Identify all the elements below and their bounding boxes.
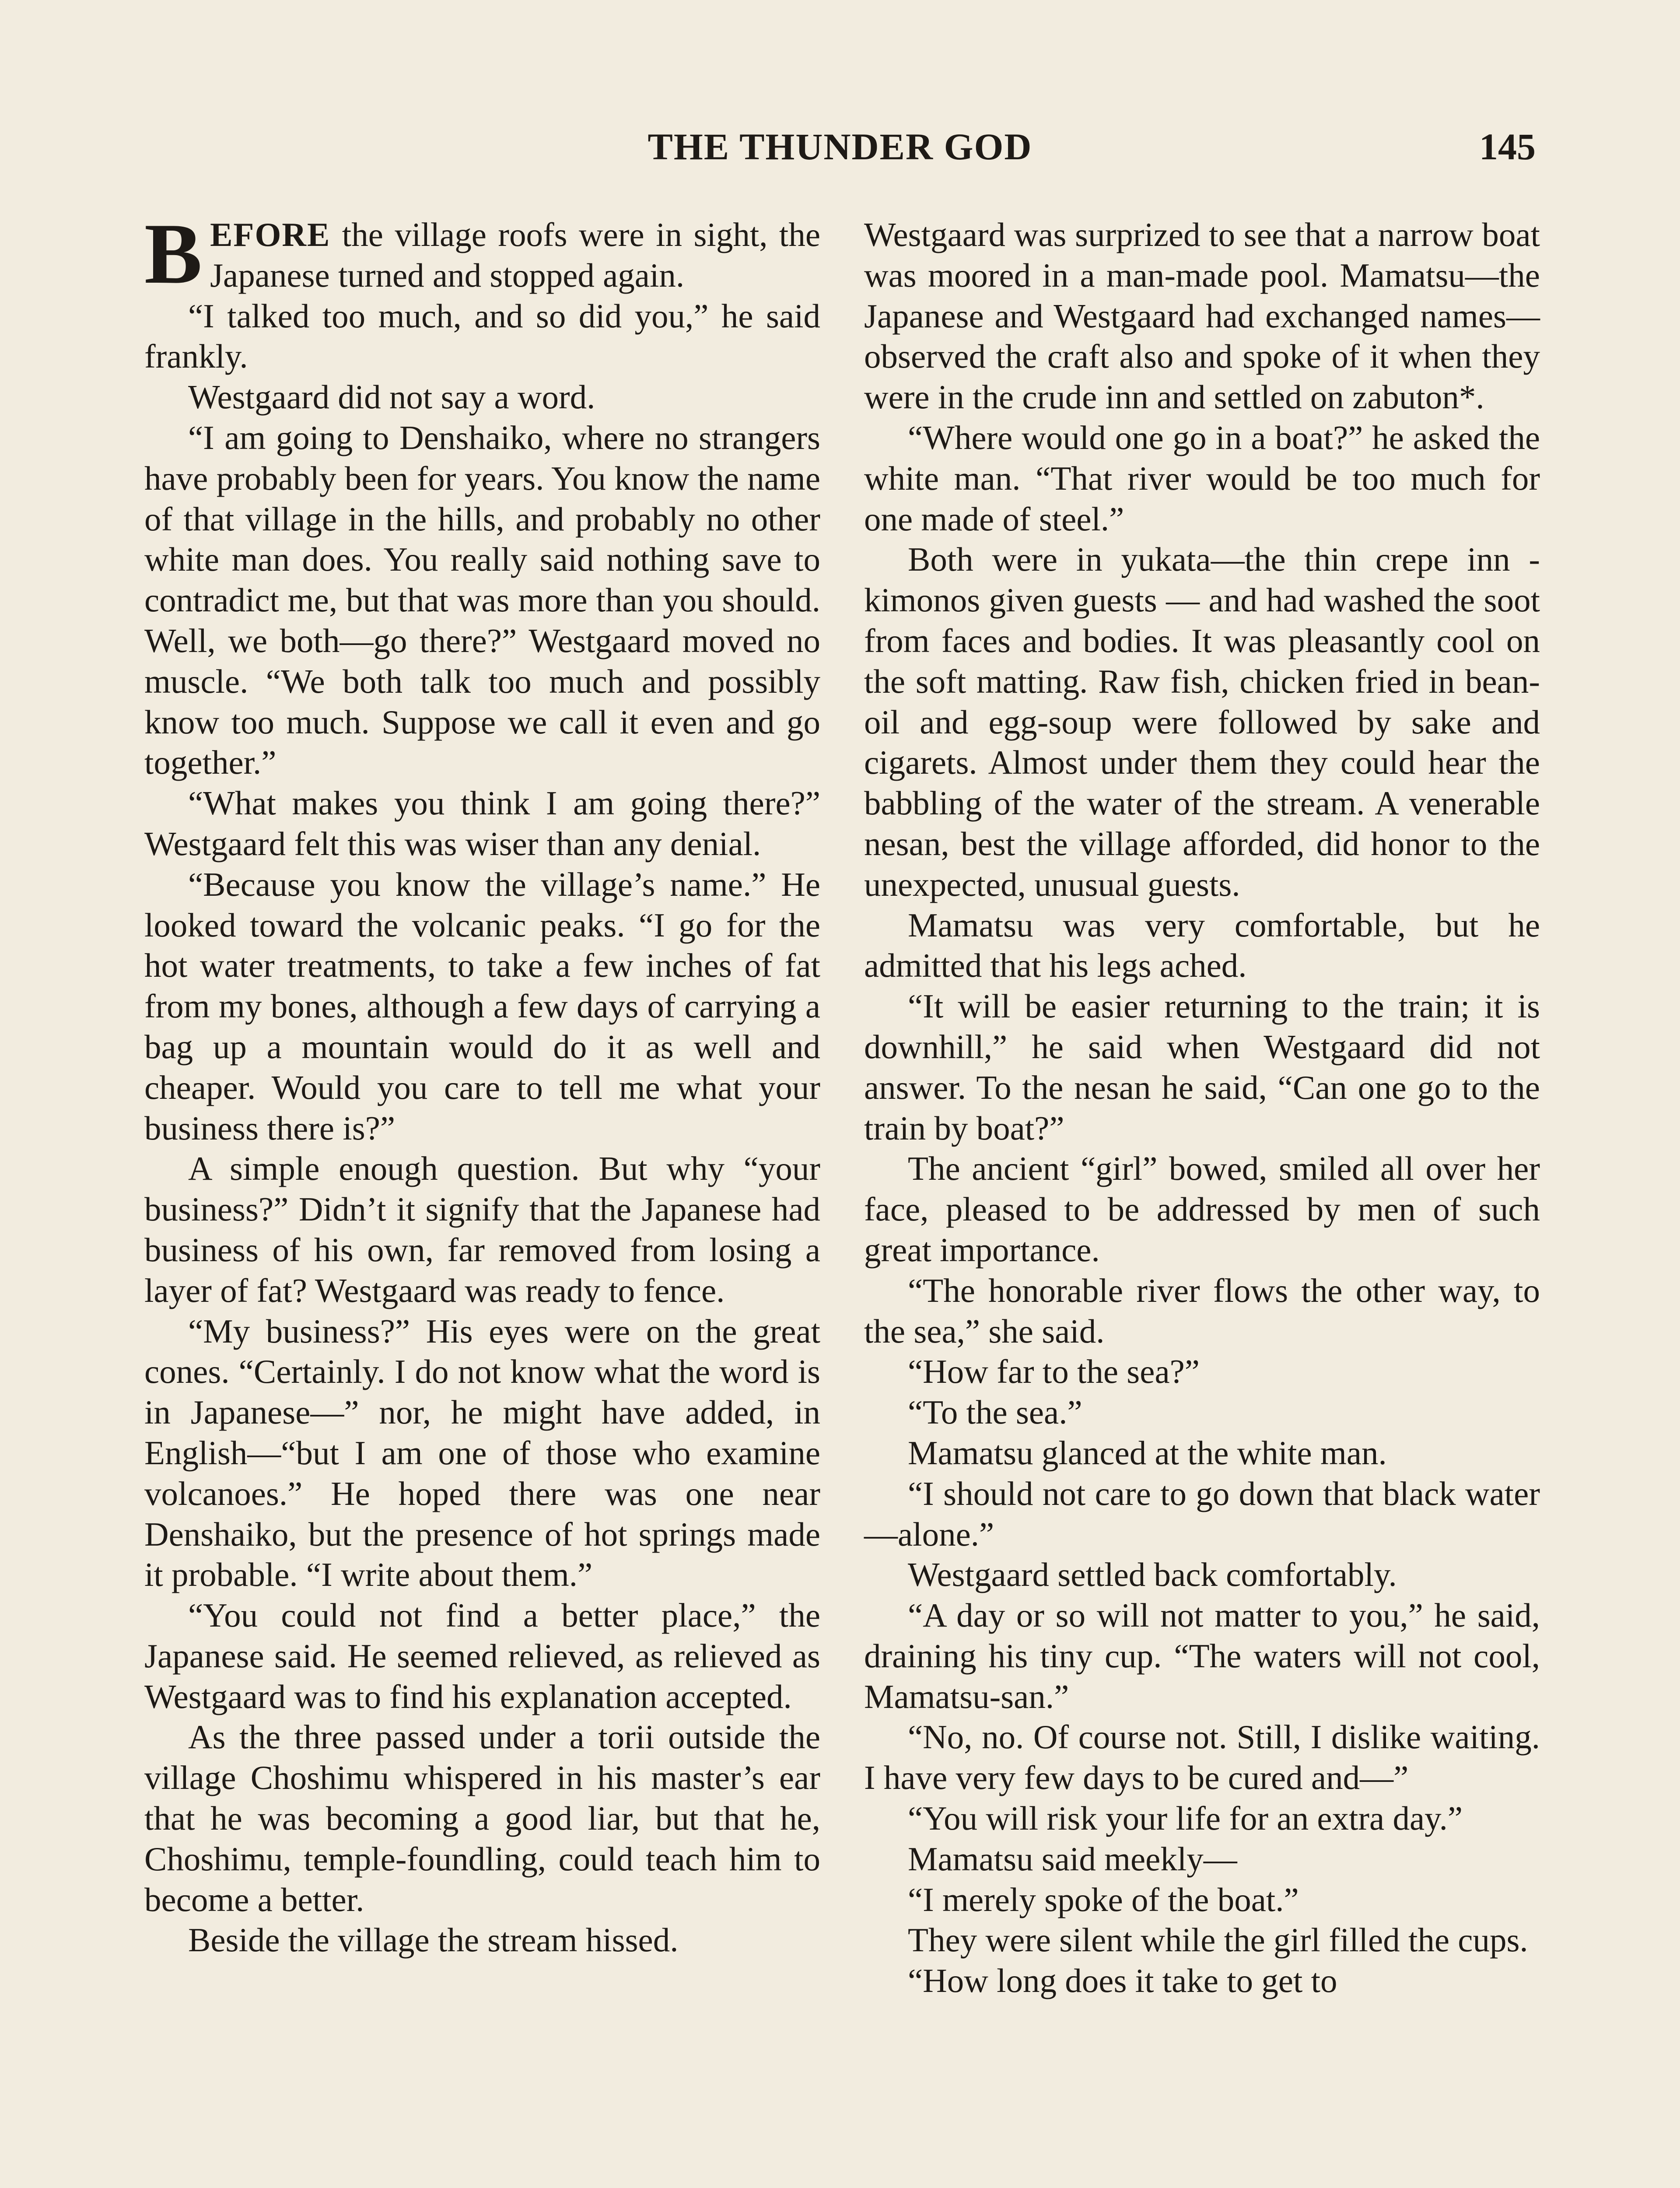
paragraph: “Where would one go in a boat?” he asked the white man. “That river would be too much for one made of steel.” [864,418,1540,538]
paragraph: Westgaard did not say a word. [188,378,595,416]
paragraph: They were silent while the girl filled the cups. [908,1921,1528,1959]
paragraph: “I am going to Denshaiko, where no strangers have probably been for years. You know the name of that village in the hills, and probably no other white man does. You really said nothing save to contradict me, but that was more than you should. Well, we both—go there?” Westgaard moved no muscle. “We both talk too much and possibly know too much. Suppose we call it even and go together.” [144,418,820,782]
paragraph: Mamatsu glanced at the white man. [908,1434,1387,1472]
paragraph: Westgaard settled back comfortably. [908,1556,1397,1594]
paragraph: “I should not care to go down that black water—alone.” [864,1474,1540,1553]
paragraph: “I talked too much, and so did you,” he said frankly. [144,297,820,375]
paragraph: “You will risk your life for an extra day.” [908,1799,1463,1837]
paragraph: “A day or so will not matter to you,” he said, draining his tiny cup. “The waters will not cool, Mamatsu-san.” [864,1596,1540,1715]
paragraph: Mamatsu was very comfortable, but he admitted that his legs ached. [864,906,1540,985]
paragraph: “It will be easier returning to the train; it is downhill,” he said when Westgaard did not answer. To the nesan he said, “Can one go to the train by boat?” [864,987,1540,1147]
drop-cap: B [144,206,203,302]
page-number: 145 [1479,126,1536,168]
paragraph: “My business?” His eyes were on the great cones. “Certainly. I do not know what the word is in Japanese—” nor, he might have added, in English—“but I am one of those who examine volcanoes.” He hoped there was one near Denshaiko, but the presence of hot springs made it probable. “I write about them.” [144,1312,820,1594]
paragraph: “You could not find a better place,” the Japanese said. He seemed relieved, as relieved as Westgaard was to find his explanation accepted. [144,1596,820,1715]
paragraph: “No, no. Of course not. Still, I dislike waiting. I have very few days to be cured and—” [864,1718,1540,1797]
paragraph: “How far to the sea?” [908,1353,1200,1391]
continuation-paragraph: Westgaard was surprized to see that a narrow boat was moored in a man-made pool. Mamatsu—the Japanese and Westgaard had exchanged names—observed the craft also and spoke of it when they were in the crude inn and settled on zabuton*. [864,216,1540,416]
opening-text: the village roofs were in sight, the Japanese turned and stopped again. [210,216,820,294]
paragraph: Mamatsu said meekly— [908,1840,1237,1878]
paragraph: Beside the village the stream hissed. [188,1921,679,1959]
paragraph: “Because you know the village’s name.” He looked toward the volcanic peaks. “I go for the hot water treatments, to take a few inches of fat from my bones, although a few days of carrying a bag up a mountain would do it as well and cheaper. Would you care to tell me what your business there is?” [144,865,820,1147]
paragraph: “How long does it take to get to [908,1962,1337,2000]
paragraph: As the three passed under a torii outside the village Choshimu whispered in his master’s ear that he was becoming a good liar, but that he, Choshimu, temple-foundling, could teach him to become a better. [144,1718,820,1918]
paragraph: “What makes you think I am going there?” Westgaard felt this was wiser than any denial. [144,784,820,863]
paragraph: A simple enough question. But why “your business?” Didn’t it signify that the Japanese had business of his own, far removed from losing a layer of fat? Westgaard was ready to fence. [144,1150,820,1309]
left-column [144,206,820,2188]
story-title: THE THUNDER GOD [648,126,1032,168]
right-column [864,214,1540,2188]
paragraph: “I merely spoke of the boat.” [908,1880,1299,1918]
paragraph: “The honorable river flows the other way, to the sea,” she said. [864,1271,1540,1350]
paragraph: “To the sea.” [908,1393,1082,1431]
opening-paragraph [144,206,820,302]
running-head [144,125,1536,177]
paragraph: Both were in yukata—the thin crepe inn - kimonos given guests — and had washed the soot from faces and bodies. It was pleasantly cool on the soft matting. Raw fish, chicken fried in bean-oil and egg-soup were followed by sake and cigarets. Almost under them they could hear the babbling of the water of the stream. A venerable nesan, best the village afforded, did honor to the unexpected, unusual guests. [864,540,1540,903]
lead-caps: EFORE [210,216,331,253]
paragraph: The ancient “girl” bowed, smiled all over her face, pleased to be addressed by men of such great importance. [864,1150,1540,1269]
